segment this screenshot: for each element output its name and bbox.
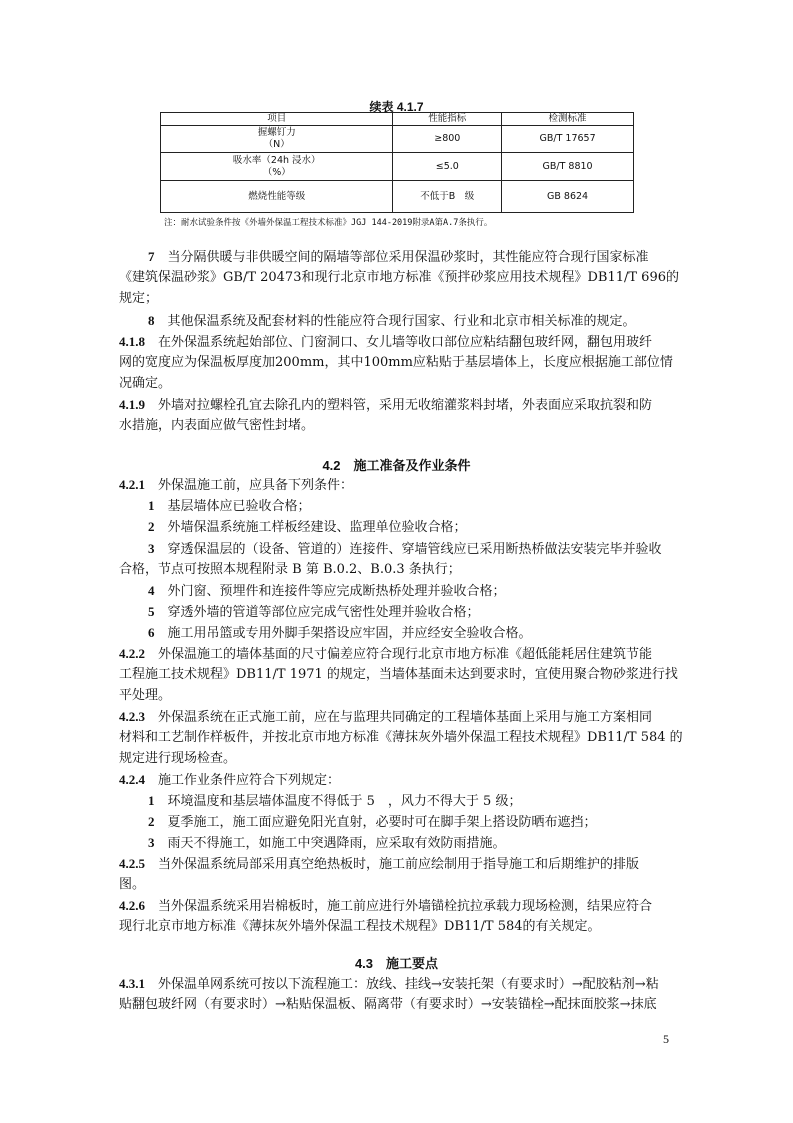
clause-text: 在外保温系统起始部位、门窗洞口、女儿墙等收口部位应粘结翻包玻纤网，翻包用玻纤 bbox=[158, 335, 653, 350]
table-row bbox=[161, 126, 634, 153]
clause-number: 8 bbox=[148, 313, 155, 328]
clause-text: 当分隔供暖与非供暖空间的隔墙等部位采用保温砂浆时，其性能应符合现行国家标准 bbox=[167, 250, 649, 265]
clause-number: 6 bbox=[148, 625, 155, 640]
clause-line: 现行北京市地方标准《薄抹灰外墙外保温工程技术规程》DB11/T 584的有关规定。 bbox=[119, 919, 601, 934]
col-header-standard: 检测标准 bbox=[502, 113, 634, 126]
clause-line bbox=[119, 896, 652, 917]
cell-item-line: 吸水率（24h 浸水） bbox=[232, 154, 321, 166]
cell-item-line: （N） bbox=[263, 139, 290, 150]
clause-line bbox=[119, 332, 652, 353]
clause-text: 雨天不得施工，如施工中突遇降雨，应采取有效防雨措施。 bbox=[167, 836, 506, 851]
clause-line: 图。 bbox=[119, 877, 146, 892]
clause-number: 3 bbox=[148, 541, 155, 556]
cell-standard: GB/T 17657 bbox=[502, 126, 634, 153]
clause-line: 合格，节点可按照本规程附录 B 第 B.0.2、B.0.3 条执行； bbox=[119, 562, 461, 577]
clause-line bbox=[148, 247, 649, 268]
clause-text: 穿透保温层的（设备、管道的）连接件、穿墙管线应已采用断热桥做法安装完毕并验收 bbox=[167, 542, 662, 557]
table-caption: 续表 4.1.7 bbox=[369, 100, 424, 114]
clause-number: 1 bbox=[148, 498, 155, 513]
clause-number: 4.2.6 bbox=[119, 898, 145, 913]
table-header-row bbox=[161, 113, 634, 126]
clause-number: 4.2.3 bbox=[119, 709, 145, 724]
clause-line bbox=[148, 812, 597, 833]
clause-line: 况确定。 bbox=[119, 376, 172, 391]
clause-text: 环境温度和基层墙体温度不得低于 5 ，风力不得大于 5 级； bbox=[167, 794, 522, 809]
clause-number: 4 bbox=[148, 583, 155, 598]
clause-line: 贴翻包玻纤网（有要求时）→粘贴保温板、隔离带（有要求时）→安装锚栓→配抹面胶浆→抹底 bbox=[119, 997, 657, 1012]
table-row bbox=[161, 181, 634, 213]
cell-value: ≤5.0 bbox=[393, 153, 502, 181]
clause-text: 施工用吊篮或专用外脚手架搭设应牢固，并应经安全验收合格。 bbox=[167, 626, 532, 641]
clause-text: 外门窗、预埋件和连接件等应完成断热桥处理并验收合格； bbox=[167, 584, 506, 599]
cell-standard: GB 8624 bbox=[502, 181, 634, 213]
clause-line bbox=[119, 644, 652, 665]
clause-number: 2 bbox=[148, 519, 155, 534]
clause-number: 4.2.1 bbox=[119, 477, 145, 492]
cell-standard: GB/T 8810 bbox=[502, 153, 634, 181]
clause-line bbox=[148, 833, 506, 854]
cell-value: 不低于B 级 bbox=[393, 181, 502, 213]
clause-text: 外保温单网系统可按以下流程施工：放线、挂线→安装托架（有要求时）→配胶粘剂→粘 bbox=[158, 977, 659, 992]
clause-line: 网的宽度应为保温板厚度加200mm，其中100mm应粘贴于基层墙体上，长度应根据施工部位情 bbox=[119, 355, 673, 370]
clause-line: 规定； bbox=[119, 291, 159, 306]
clause-number: 2 bbox=[148, 814, 155, 829]
table-note: 注：耐水试验条件按《外墙外保温工程技术标准》JGJ 144-2019附录A第A.7条执行。 bbox=[164, 218, 493, 228]
clause-text: 外墙对拉螺栓孔宜去除孔内的塑料管，采用无收缩灌浆料封堵，外表面应采取抗裂和防 bbox=[158, 398, 653, 413]
clause-text: 外保温施工的墙体基面的尺寸偏差应符合现行北京市地方标准《超低能耗居住建筑节能 bbox=[158, 647, 653, 662]
clause-line bbox=[119, 770, 340, 791]
clause-text: 其他保温系统及配套材料的性能应符合现行国家、行业和北京市相关标准的规定。 bbox=[167, 314, 636, 329]
clause-line bbox=[119, 475, 353, 496]
table-row bbox=[161, 153, 634, 181]
section-heading-4-3: 4.3 施工要点 bbox=[354, 956, 439, 971]
clause-number: 4.1.8 bbox=[119, 334, 145, 349]
section-heading-4-2: 4.2 施工准备及作业条件 bbox=[322, 458, 471, 473]
clause-text: 夏季施工，施工面应避免阳光直射，必要时可在脚手架上搭设防晒布遮挡； bbox=[167, 815, 597, 830]
clause-number: 4.2.5 bbox=[119, 856, 145, 871]
clause-number: 5 bbox=[148, 604, 155, 619]
clause-line bbox=[148, 496, 311, 517]
clause-line bbox=[148, 581, 506, 602]
cell-item bbox=[161, 126, 393, 153]
clause-line bbox=[119, 395, 652, 416]
spec-table bbox=[160, 112, 634, 213]
clause-line: 材料和工艺制作样板件，并按北京市地方标准《薄抹灰外墙外保温工程技术规程》DB11/T 584 的 bbox=[119, 730, 683, 745]
clause-line: 《建筑保温砂浆》GB/T 20473和现行北京市地方标准《预拌砂浆应用技术规程》DB11/T 696的 bbox=[119, 270, 679, 285]
clause-number: 4.3.1 bbox=[119, 976, 145, 991]
clause-line bbox=[119, 707, 652, 728]
clause-text: 外保温系统在正式施工前，应在与监理共同确定的工程墙体基面上采用与施工方案相同 bbox=[158, 710, 653, 725]
clause-text: 当外保温系统局部采用真空绝热板时，施工前应绘制用于指导施工和后期维护的排版 bbox=[158, 857, 640, 872]
clause-text: 基层墙体应已验收合格； bbox=[167, 499, 311, 514]
clause-line: 工程施工技术规程》DB11/T 1971 的规定，当墙体基面未达到要求时，宜使用聚合物砂浆进行找 bbox=[119, 667, 678, 682]
clause-line: 平处理。 bbox=[119, 688, 172, 703]
clause-text: 施工作业条件应符合下列规定： bbox=[158, 773, 341, 788]
cell-item: 燃烧性能等级 bbox=[161, 181, 393, 213]
page-number: 5 bbox=[663, 1032, 669, 1046]
clause-number: 4.1.9 bbox=[119, 397, 145, 412]
clause-line bbox=[148, 539, 662, 560]
clause-number: 3 bbox=[148, 835, 155, 850]
clause-line bbox=[148, 602, 480, 623]
cell-item-line: 握螺钉力 bbox=[257, 127, 296, 138]
cell-item-line: （%） bbox=[262, 166, 291, 178]
col-header-item: 项目 bbox=[161, 113, 393, 126]
cell-item bbox=[161, 153, 393, 181]
clause-number: 4.2.2 bbox=[119, 646, 145, 661]
clause-line bbox=[119, 974, 659, 995]
clause-line: 水措施，内表面应做气密性封堵。 bbox=[119, 418, 315, 433]
clause-text: 外墙保温系统施工样板经建设、监理单位验收合格； bbox=[167, 520, 467, 535]
clause-line bbox=[119, 854, 639, 875]
clause-line bbox=[148, 517, 467, 538]
clause-number: 7 bbox=[148, 249, 155, 264]
clause-line bbox=[148, 791, 521, 812]
clause-number: 1 bbox=[148, 793, 155, 808]
clause-text: 穿透外墙的管道等部位应完成气密性处理并验收合格； bbox=[167, 605, 480, 620]
clause-number: 4.2.4 bbox=[119, 772, 145, 787]
col-header-value: 性能指标 bbox=[393, 113, 502, 126]
cell-value: ≥800 bbox=[393, 126, 502, 153]
clause-line: 规定进行现场检查。 bbox=[119, 751, 237, 766]
clause-text: 外保温施工前，应具备下列条件： bbox=[158, 478, 354, 493]
clause-text: 当外保温系统采用岩棉板时，施工前应进行外墙锚栓抗拉承载力现场检测，结果应符合 bbox=[158, 899, 653, 914]
clause-line bbox=[148, 311, 636, 332]
clause-line bbox=[148, 623, 532, 644]
